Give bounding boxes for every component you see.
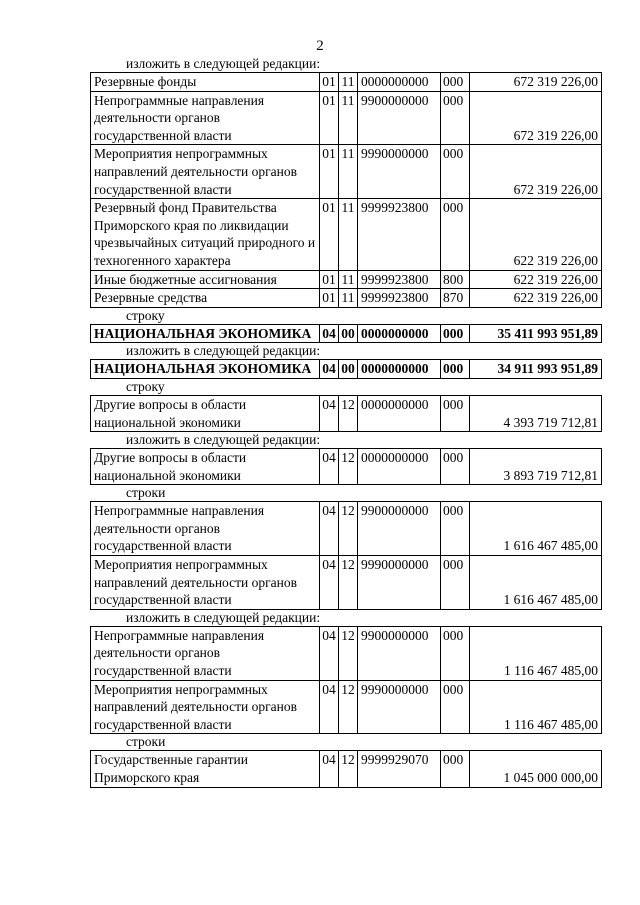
instruction-note: строки xyxy=(126,734,166,750)
budget-table xyxy=(90,750,602,787)
row-target-item: 9900000000 xyxy=(358,626,441,680)
row-section: 01 xyxy=(320,73,339,92)
budget-table xyxy=(90,448,602,485)
row-expense-type: 870 xyxy=(441,289,470,308)
table-row xyxy=(91,360,602,379)
row-amount: 1 045 000 000,00 xyxy=(470,751,602,787)
row-amount: 672 319 226,00 xyxy=(470,145,602,199)
row-section: 01 xyxy=(320,289,339,308)
row-expense-type: 000 xyxy=(441,751,470,787)
row-section: 01 xyxy=(320,270,339,289)
row-amount: 672 319 226,00 xyxy=(470,91,602,145)
row-amount: 1 116 467 485,00 xyxy=(470,680,602,734)
budget-table xyxy=(90,359,602,379)
row-expense-type: 000 xyxy=(441,556,470,610)
row-target-item: 9999923800 xyxy=(358,199,441,270)
row-expense-type: 000 xyxy=(441,199,470,270)
row-section: 04 xyxy=(320,556,339,610)
row-expense-type: 000 xyxy=(441,449,470,485)
instruction-note: строки xyxy=(126,485,166,501)
budget-table xyxy=(90,626,602,735)
table-row xyxy=(91,91,602,145)
table-row xyxy=(91,199,602,270)
row-section: 04 xyxy=(320,324,339,343)
table-row xyxy=(91,270,602,289)
row-expense-type: 000 xyxy=(441,73,470,92)
row-name: Непрограммные направления деятельности органов государственной власти xyxy=(91,626,320,680)
row-subsection: 11 xyxy=(339,270,358,289)
row-subsection: 12 xyxy=(339,502,358,556)
row-name: Мероприятия непрограммных направлений деятельности органов государственной власти xyxy=(91,680,320,734)
row-subsection: 12 xyxy=(339,449,358,485)
row-subsection: 12 xyxy=(339,395,358,431)
row-name: Непрограммные направления деятельности органов государственной власти xyxy=(91,91,320,145)
row-amount: 622 319 226,00 xyxy=(470,289,602,308)
row-subsection: 11 xyxy=(339,91,358,145)
row-target-item: 9990000000 xyxy=(358,680,441,734)
page-number: 2 xyxy=(316,38,324,54)
row-amount: 672 319 226,00 xyxy=(470,73,602,92)
row-name: Резервные средства xyxy=(91,289,320,308)
table-row xyxy=(91,751,602,787)
table-row xyxy=(91,73,602,92)
instruction-note: изложить в следующей редакции: xyxy=(126,343,321,359)
row-target-item: 0000000000 xyxy=(358,395,441,431)
table-row xyxy=(91,324,602,343)
row-section: 04 xyxy=(320,395,339,431)
row-expense-type: 000 xyxy=(441,360,470,379)
row-amount: 34 911 993 951,89 xyxy=(470,360,602,379)
row-expense-type: 000 xyxy=(441,395,470,431)
row-expense-type: 000 xyxy=(441,502,470,556)
row-subsection: 12 xyxy=(339,680,358,734)
row-target-item: 9999923800 xyxy=(358,289,441,308)
instruction-note: изложить в следующей редакции: xyxy=(126,609,321,625)
row-section: 04 xyxy=(320,680,339,734)
row-expense-type: 000 xyxy=(441,145,470,199)
table-row xyxy=(91,145,602,199)
table-row xyxy=(91,680,602,734)
row-target-item: 0000000000 xyxy=(358,360,441,379)
row-name: НАЦИОНАЛЬНАЯ ЭКОНОМИКА xyxy=(91,324,320,343)
row-name: Непрограммные направления деятельности органов государственной власти xyxy=(91,502,320,556)
row-expense-type: 000 xyxy=(441,626,470,680)
row-target-item: 9990000000 xyxy=(358,145,441,199)
row-amount: 1 616 467 485,00 xyxy=(470,502,602,556)
row-subsection: 11 xyxy=(339,145,358,199)
budget-table xyxy=(90,395,602,432)
document-body xyxy=(90,56,602,788)
row-expense-type: 000 xyxy=(441,91,470,145)
row-target-item: 9999929070 xyxy=(358,751,441,787)
row-target-item: 9900000000 xyxy=(358,91,441,145)
row-name: Государственные гарантии Приморского края xyxy=(91,751,320,787)
row-subsection: 00 xyxy=(339,324,358,343)
instruction-note: изложить в следующей редакции: xyxy=(126,432,321,448)
row-target-item: 0000000000 xyxy=(358,324,441,343)
row-subsection: 11 xyxy=(339,73,358,92)
row-amount: 1 616 467 485,00 xyxy=(470,556,602,610)
row-section: 01 xyxy=(320,91,339,145)
row-section: 01 xyxy=(320,145,339,199)
row-target-item: 9999923800 xyxy=(358,270,441,289)
row-subsection: 12 xyxy=(339,556,358,610)
budget-table xyxy=(90,324,602,344)
row-expense-type: 000 xyxy=(441,680,470,734)
row-amount: 1 116 467 485,00 xyxy=(470,626,602,680)
table-row xyxy=(91,449,602,485)
row-section: 01 xyxy=(320,199,339,270)
instruction-note: строку xyxy=(126,378,165,394)
row-amount: 4 393 719 712,81 xyxy=(470,395,602,431)
instruction-note: изложить в следующей редакции: xyxy=(126,56,321,71)
row-name: Резервный фонд Правительства Приморского края по ликвидации чрезвычайных ситуаций природного и техногенного характера xyxy=(91,199,320,270)
row-subsection: 11 xyxy=(339,289,358,308)
budget-table xyxy=(90,72,602,308)
row-target-item: 9900000000 xyxy=(358,502,441,556)
row-expense-type: 000 xyxy=(441,324,470,343)
row-name: НАЦИОНАЛЬНАЯ ЭКОНОМИКА xyxy=(91,360,320,379)
row-subsection: 12 xyxy=(339,626,358,680)
row-section: 04 xyxy=(320,360,339,379)
table-row xyxy=(91,289,602,308)
table-row xyxy=(91,395,602,431)
row-name: Мероприятия непрограммных направлений деятельности органов государственной власти xyxy=(91,145,320,199)
table-row xyxy=(91,626,602,680)
row-expense-type: 800 xyxy=(441,270,470,289)
row-target-item: 9990000000 xyxy=(358,556,441,610)
row-section: 04 xyxy=(320,449,339,485)
row-subsection: 00 xyxy=(339,360,358,379)
row-amount: 35 411 993 951,89 xyxy=(470,324,602,343)
row-amount: 622 319 226,00 xyxy=(470,199,602,270)
row-name: Другие вопросы в области национальной экономики xyxy=(91,395,320,431)
budget-table xyxy=(90,501,602,610)
row-name: Резервные фонды xyxy=(91,73,320,92)
row-section: 04 xyxy=(320,626,339,680)
table-row xyxy=(91,502,602,556)
table-row xyxy=(91,556,602,610)
row-name: Иные бюджетные ассигнования xyxy=(91,270,320,289)
row-amount: 622 319 226,00 xyxy=(470,270,602,289)
row-subsection: 11 xyxy=(339,199,358,270)
instruction-note: строку xyxy=(126,307,165,323)
row-target-item: 0000000000 xyxy=(358,73,441,92)
row-name: Другие вопросы в области национальной экономики xyxy=(91,449,320,485)
row-section: 04 xyxy=(320,751,339,787)
row-section: 04 xyxy=(320,502,339,556)
row-subsection: 12 xyxy=(339,751,358,787)
row-target-item: 0000000000 xyxy=(358,449,441,485)
row-name: Мероприятия непрограммных направлений деятельности органов государственной власти xyxy=(91,556,320,610)
row-amount: 3 893 719 712,81 xyxy=(470,449,602,485)
